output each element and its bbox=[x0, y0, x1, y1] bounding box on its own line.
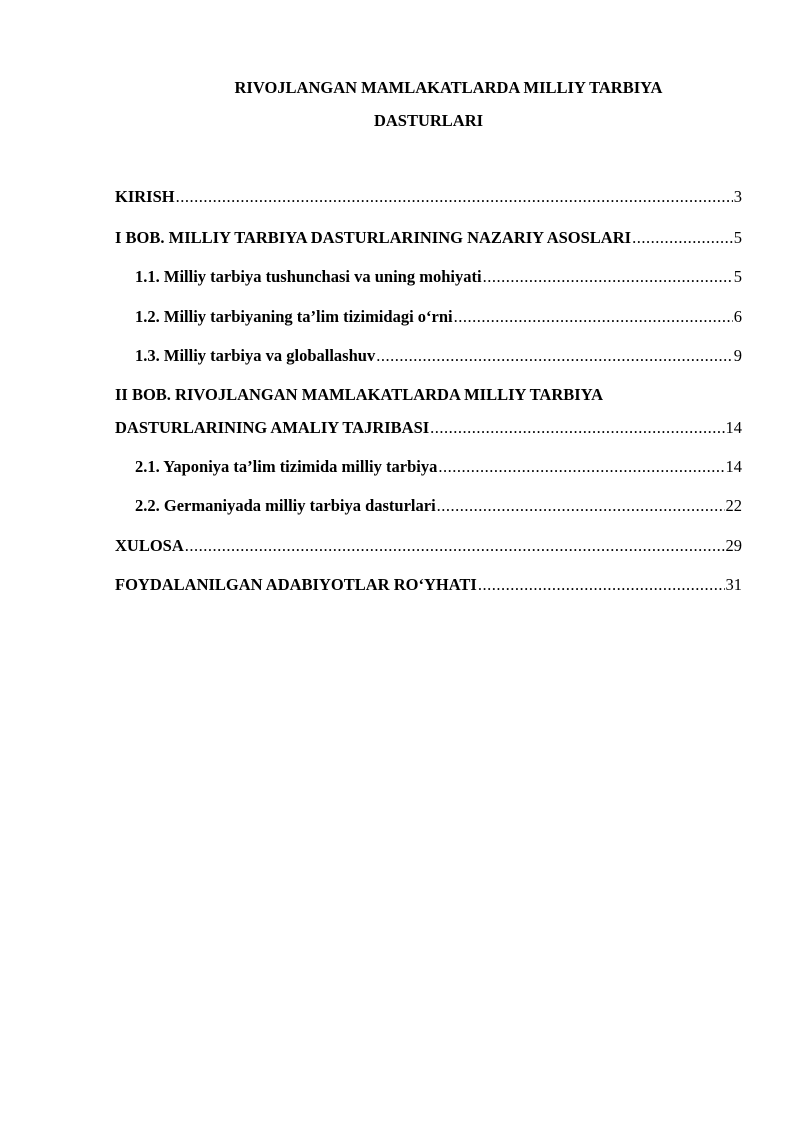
dot-leader bbox=[454, 307, 733, 327]
toc-entry-label: 2.2. Germaniyada milliy tarbiya dasturlari bbox=[135, 496, 436, 515]
toc-entry-label: 2.1. Yaponiya ta’lim tizimida milliy tarbiya bbox=[135, 457, 438, 476]
toc-entry-section-2-1[interactable] bbox=[115, 457, 742, 477]
toc-entry-section-1-2[interactable] bbox=[115, 307, 742, 327]
dot-leader bbox=[483, 267, 733, 287]
toc-page-number: 3 bbox=[733, 187, 742, 206]
toc-page-number: 14 bbox=[725, 418, 742, 437]
document-title-line-2: DASTURLARI bbox=[373, 111, 484, 130]
dot-leader bbox=[438, 457, 724, 477]
toc-entry-label: XULOSA bbox=[115, 536, 184, 555]
toc-entry-bob-1[interactable] bbox=[115, 228, 742, 248]
dot-leader bbox=[176, 187, 733, 207]
dot-leader bbox=[632, 228, 733, 248]
toc-entry-kirish[interactable] bbox=[115, 187, 742, 207]
toc-entry-label: 1.1. Milliy tarbiya tushunchasi va uning mohiyati bbox=[135, 267, 482, 286]
toc-entry-section-1-1[interactable] bbox=[115, 267, 742, 287]
toc-entry-label: 1.3. Milliy tarbiya va globallashuv bbox=[135, 346, 376, 365]
toc-entry-bob-2[interactable] bbox=[115, 418, 742, 438]
toc-entry-section-1-3[interactable] bbox=[115, 346, 742, 366]
toc-entry-label: DASTURLARINING AMALIY TAJRIBASI bbox=[115, 418, 430, 437]
toc-entry-label: KIRISH bbox=[115, 187, 175, 206]
toc-page-number: 31 bbox=[725, 575, 742, 594]
toc-entry-label: FOYDALANILGAN ADABIYOTLAR RO‘YHATI bbox=[115, 575, 477, 594]
toc-entry-adabiyotlar[interactable] bbox=[115, 575, 742, 595]
toc-page-number: 22 bbox=[725, 496, 742, 515]
dot-leader bbox=[376, 346, 733, 366]
toc-entry-label: I BOB. MILLIY TARBIYA DASTURLARINING NAZARIY ASOSLARI bbox=[115, 228, 632, 247]
toc-entry-section-2-2[interactable] bbox=[115, 496, 742, 516]
document-title-line-1: RIVOJLANGAN MAMLAKATLARDA MILLIY TARBIYA bbox=[234, 78, 663, 97]
toc-page-number: 5 bbox=[733, 228, 742, 247]
toc-page-number: 14 bbox=[725, 457, 742, 476]
dot-leader bbox=[478, 575, 725, 595]
dot-leader bbox=[437, 496, 725, 516]
toc-page-number: 6 bbox=[733, 307, 742, 326]
dot-leader bbox=[430, 418, 724, 438]
toc-page-number: 29 bbox=[725, 536, 742, 555]
toc-entry-bob-2-line-1[interactable]: II BOB. RIVOJLANGAN MAMLAKATLARDA MILLIY TARBIYA bbox=[115, 385, 604, 404]
toc-entry-label: 1.2. Milliy tarbiyaning ta’lim tizimidagi o‘rni bbox=[135, 307, 453, 326]
toc-entry-xulosa[interactable] bbox=[115, 536, 742, 556]
toc-page-number: 9 bbox=[733, 346, 742, 365]
toc-page-number: 5 bbox=[733, 267, 742, 286]
dot-leader bbox=[185, 536, 725, 556]
